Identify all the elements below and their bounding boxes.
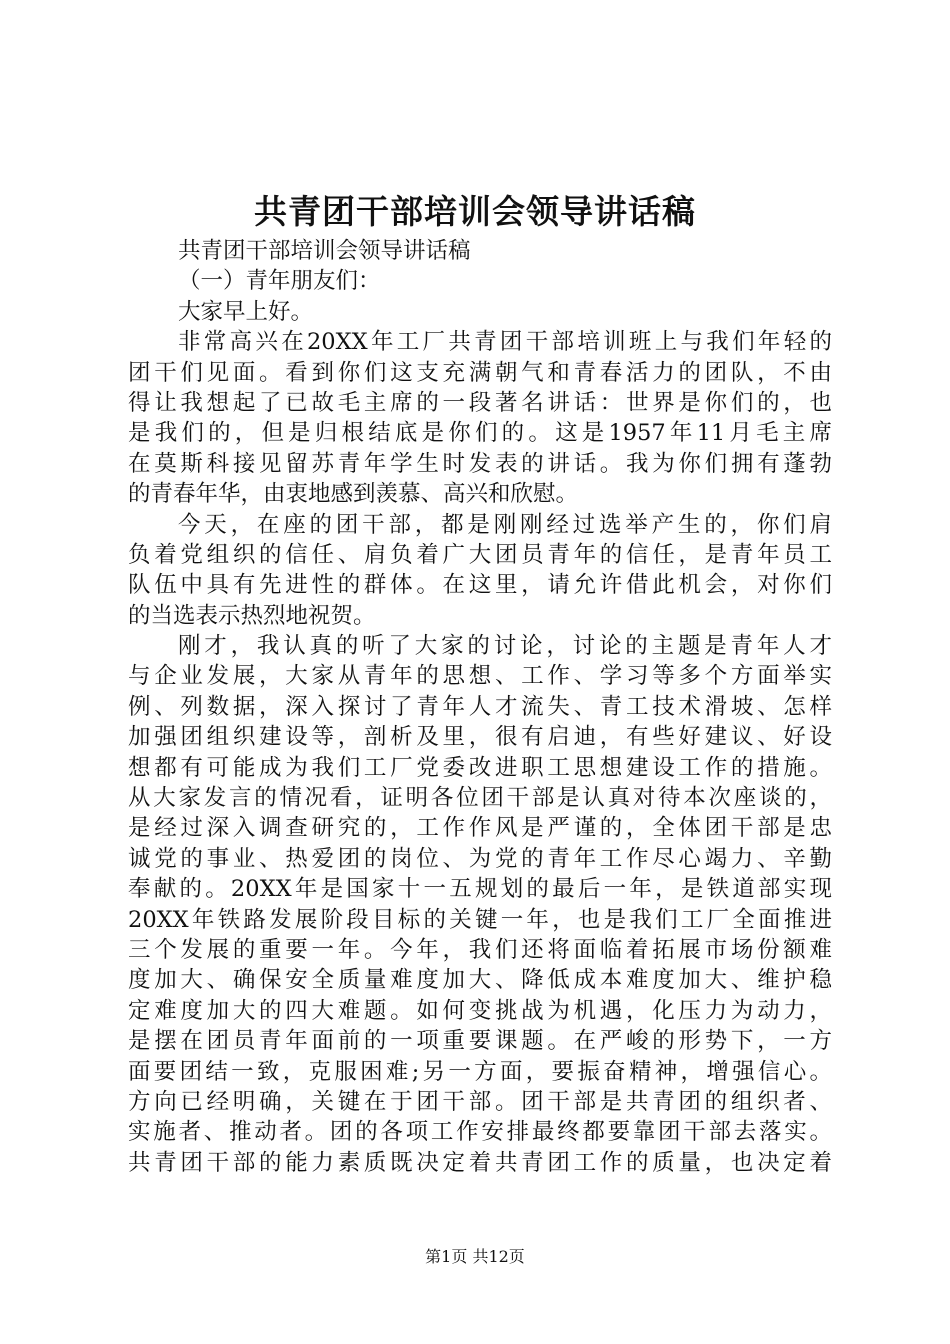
text-line: 是经过深入调查研究的，工作作风是严谨的，全体团干部是忠: [128, 815, 832, 842]
text-line: 方向已经明确，关键在于团干部。团干部是共青团的组织者、: [128, 1088, 832, 1115]
text-line: 负着党组织的信任、肩负着广大团员青年的信任，是青年员工: [128, 541, 832, 568]
text-line: （一）青年朋友们：: [178, 268, 381, 295]
text-line: 三个发展的重要一年。今年，我们还将面临着拓展市场份额难: [128, 936, 832, 963]
text-line: 想都有可能成为我们工厂党委改进职工思想建设工作的措施。: [128, 754, 832, 781]
text-line: 面要团结一致，克服困难;另一方面，要振奋精神，增强信心。: [128, 1058, 832, 1085]
text-line: 是摆在团员青年面前的一项重要课题。在严峻的形势下，一方: [128, 1028, 832, 1055]
text-line: 的青春年华，由衷地感到羡慕、高兴和欣慰。: [128, 481, 579, 508]
text-line: 奉献的。20XX年是国家十一五规划的最后一年，是铁道部实现: [128, 876, 832, 903]
text-line: 的当选表示热烈地祝贺。: [128, 602, 376, 629]
text-line: 度加大、确保安全质量难度加大、降低成本难度加大、维护稳: [128, 967, 832, 994]
text-line: 实施者、推动者。团的各项工作安排最终都要靠团干部去落实。: [128, 1119, 832, 1146]
text-line: 诚党的事业、热爱团的岗位、为党的青年工作尽心竭力、辛勤: [128, 845, 832, 872]
text-line: 非常高兴在20XX年工厂共青团干部培训班上与我们年轻的: [178, 329, 832, 356]
text-line: 加强团组织建设等，剖析及里，很有启迪，有些好建议、好设: [128, 724, 832, 751]
text-line: 定难度加大的四大难题。如何变挑战为机遇，化压力为动力，: [128, 997, 832, 1024]
text-line: 刚才，我认真的听了大家的讨论，讨论的主题是青年人才: [178, 633, 832, 660]
text-line: 例、列数据，深入探讨了青年人才流失、青工技术滑坡、怎样: [128, 693, 832, 720]
text-line: 与企业发展，大家从青年的思想、工作、学习等多个方面举实: [128, 663, 832, 690]
text-line: 20XX年铁路发展阶段目标的关键一年，也是我们工厂全面推进: [128, 906, 832, 933]
text-line: 从大家发言的情况看，证明各位团干部是认真对待本次座谈的，: [128, 785, 832, 812]
text-line: 今天，在座的团干部，都是刚刚经过选举产生的，你们肩: [178, 511, 832, 538]
text-line: 得让我想起了已故毛主席的一段著名讲话：世界是你们的，也: [128, 389, 832, 416]
text-line: 团干们见面。看到你们这支充满朝气和青春活力的团队，不由: [128, 359, 832, 386]
text-line: 在莫斯科接见留苏青年学生时发表的讲话。我为你们拥有蓬勃: [128, 450, 832, 477]
text-line: 大家早上好。: [178, 298, 314, 325]
document-body: [128, 236, 832, 1178]
text-line: 共青团干部的能力素质既决定着共青团工作的质量，也决定着: [128, 1149, 832, 1176]
page-footer: 第1页 共12页: [425, 1247, 525, 1266]
text-line: 是我们的，但是归根结底是你们的。这是1957年11月毛主席: [128, 420, 832, 447]
text-line: 共青团干部培训会领导讲话稿: [178, 238, 471, 264]
text-line: 队伍中具有先进性的群体。在这里，请允许借此机会，对你们: [128, 572, 832, 599]
document-title: 共青团干部培训会领导讲话稿: [254, 192, 696, 231]
